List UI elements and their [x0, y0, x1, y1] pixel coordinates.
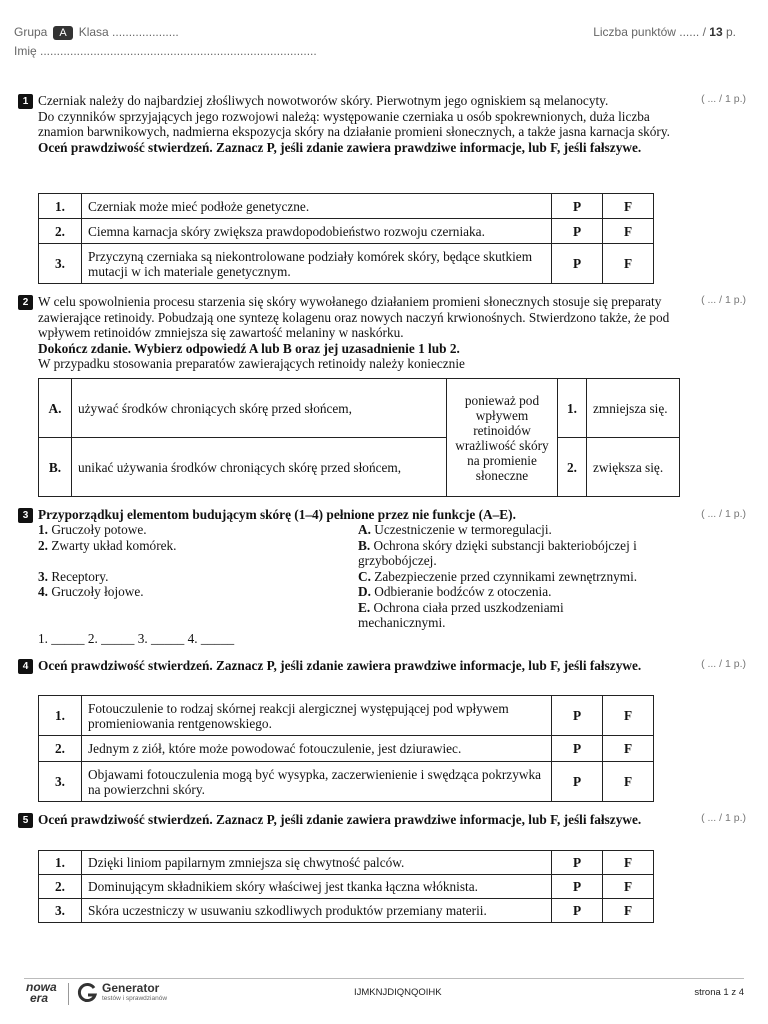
- reason-1-label[interactable]: 1.: [558, 379, 587, 438]
- question-instruction: Dokończ zdanie. Wybierz odpowiedź A lub B oraz jej uzasadnienie 1 lub 2.: [38, 340, 460, 356]
- true-option[interactable]: P: [552, 219, 603, 244]
- name-label: Imię ...................................................................................: [14, 44, 317, 58]
- logo-divider: [68, 983, 69, 1005]
- option-a-label[interactable]: A.: [39, 379, 72, 438]
- false-option[interactable]: F: [603, 762, 654, 802]
- points-summary: [593, 25, 736, 39]
- question-number: 5: [18, 813, 33, 828]
- false-option[interactable]: F: [603, 851, 654, 875]
- question-number: 2: [18, 295, 33, 310]
- list-item: A. Uczestniczenie w termoregulacji.: [358, 522, 552, 537]
- question-number: 4: [18, 659, 33, 674]
- reason-2-label[interactable]: 2.: [558, 438, 587, 497]
- statement-text: Jednym z ziół, które może powodować fotouczulenie, jest dziurawiec.: [82, 736, 552, 762]
- group-badge: A: [53, 26, 72, 40]
- question-instruction: Oceń prawdziwość stwierdzeń. Zaznacz P, jeśli zdanie zawiera prawdziwe informacje, lub F, jeśli fałszywe.: [38, 139, 642, 155]
- question-points: ( ... / 1 p.): [701, 93, 746, 105]
- footer-divider: [24, 978, 744, 979]
- table-row: [39, 438, 680, 497]
- tf-table-q4: [38, 695, 654, 802]
- question-instruction: Oceń prawdziwość stwierdzeń. Zaznacz P, jeśli zdanie zawiera prawdziwe informacje, lub F, jeśli fałszywe.: [38, 812, 642, 827]
- table-row: [39, 219, 654, 244]
- table-row: [39, 875, 654, 899]
- question-points: ( ... / 1 p.): [701, 812, 746, 824]
- list-item: 2. Zwarty układ komórek.: [38, 537, 177, 553]
- generator-title: Generator: [102, 981, 160, 995]
- question-text: W celu spowolnienia procesu starzenia się skóry wywołanego działaniem promieni słonecznych stosuje się preparaty zawierające retinoidy. Pobudzają one syntezę kolagenu oraz nowych naczyń krwionośnych. Stwierdzono także, że pod wpływem retinoidów zmniejsza się zawartość melaniny w naskórku.: [38, 294, 670, 340]
- option-b-label[interactable]: B.: [39, 438, 72, 497]
- false-option[interactable]: F: [603, 736, 654, 762]
- tf-table-q5: [38, 850, 654, 923]
- question-3-instruction: [38, 507, 678, 523]
- true-option[interactable]: P: [552, 851, 603, 875]
- statement-text: Fotouczulenie to rodzaj skórnej reakcji alergicznej występującej pod wpływem promieniowania rentgenowskiego.: [82, 696, 552, 736]
- generator-subtitle: testów i sprawdzianów: [102, 995, 168, 1002]
- statement-text: Dzięki liniom papilarnym zmniejsza się chwytność palców.: [82, 851, 552, 875]
- question-instruction: Przyporządkuj elementom budującym skórę (1–4) pełnione przez nie funkcje (A–E).: [38, 507, 516, 522]
- true-option[interactable]: P: [552, 194, 603, 219]
- generator-icon: [76, 982, 98, 1004]
- page-number: strona 1 z 4: [694, 987, 744, 998]
- reason-1-text[interactable]: zmniejsza się.: [587, 379, 680, 438]
- points-prefix: Liczba punktów ...... /: [593, 25, 706, 39]
- row-number: 1.: [39, 696, 82, 736]
- question-number: 1: [18, 94, 33, 109]
- row-number: 1.: [39, 851, 82, 875]
- points-suffix: p.: [725, 25, 736, 39]
- table-row: [39, 379, 680, 438]
- row-number: 1.: [39, 194, 82, 219]
- question-points: ( ... / 1 p.): [701, 294, 746, 306]
- true-option[interactable]: P: [552, 875, 603, 899]
- group-label: Grupa: [14, 25, 48, 39]
- header-group-class: [14, 25, 179, 40]
- true-option[interactable]: P: [552, 696, 603, 736]
- false-option[interactable]: F: [603, 696, 654, 736]
- table-row: [39, 194, 654, 219]
- false-option[interactable]: F: [603, 244, 654, 284]
- question-points: ( ... / 1 p.): [701, 508, 746, 520]
- row-number: 3.: [39, 762, 82, 802]
- table-row: [39, 736, 654, 762]
- question-points: ( ... / 1 p.): [701, 658, 746, 670]
- choice-table-q2: [38, 378, 680, 497]
- row-number: 2.: [39, 875, 82, 899]
- list-item: 4. Gruczoły łojowe.: [38, 584, 144, 599]
- statement-text: Przyczyną czerniaka są niekontrolowane podziały komórek skóry, będące skutkiem mutacji w ich materiale genetycznym.: [82, 244, 552, 284]
- question-text: Do czynników sprzyjających jego rozwojowi należą: występowanie czerniaka u osób spokrewnionych, duża liczba znamion barwnikowych, nadmierna ekspozycja skóry na działanie promieni słonecznych, a także jasna karnacja skóry.: [38, 108, 670, 139]
- points-total: 13: [709, 25, 723, 39]
- true-option[interactable]: P: [552, 244, 603, 284]
- functions-list: [358, 522, 678, 631]
- list-item: 1. Gruczoły potowe.: [38, 522, 147, 537]
- false-option[interactable]: F: [603, 219, 654, 244]
- document-code: IJMKNJDIQNQOIHK: [354, 987, 442, 998]
- statement-text: Skóra uczestniczy w usuwaniu szkodliwych produktów przemiany materii.: [82, 899, 552, 923]
- row-number: 2.: [39, 736, 82, 762]
- table-row: [39, 851, 654, 875]
- false-option[interactable]: F: [603, 194, 654, 219]
- false-option[interactable]: F: [603, 899, 654, 923]
- statement-text: Dominującym składnikiem skóry właściwej jest tkanka łączna włóknista.: [82, 875, 552, 899]
- option-b-text[interactable]: unikać używania środków chroniących skórę przed słońcem,: [72, 438, 447, 497]
- true-option[interactable]: P: [552, 899, 603, 923]
- table-row: [39, 244, 654, 284]
- nowa-era-logo: [26, 982, 60, 1004]
- logo-nowa: nowa: [26, 980, 57, 994]
- list-item: C. Zabezpieczenie przed czynnikami zewnętrznymi.: [358, 568, 638, 584]
- question-stem: W przypadku stosowania preparatów zawierających retinoidy należy koniecznie: [38, 356, 465, 371]
- question-number: 3: [18, 508, 33, 523]
- logo-era: era: [30, 991, 49, 1005]
- table-row: [39, 696, 654, 736]
- list-item: B. Ochrona skóry dzięki substancji bakteriobójczej i grzybobójczej.: [358, 537, 637, 568]
- because-text: ponieważ pod wpływem retinoidów wrażliwość skóry na promienie słoneczne: [447, 379, 558, 497]
- row-number: 3.: [39, 244, 82, 284]
- question-text: Czerniak należy do najbardziej złośliwych nowotworów skóry. Pierwotnym jego ogniskiem są melanocyty.: [38, 93, 609, 108]
- option-a-text[interactable]: używać środków chroniących skórę przed słońcem,: [72, 379, 447, 438]
- answer-line[interactable]: 1. _____ 2. _____ 3. _____ 4. _____: [38, 631, 235, 646]
- true-option[interactable]: P: [552, 762, 603, 802]
- name-field: [14, 44, 317, 58]
- table-row: [39, 762, 654, 802]
- reason-2-text[interactable]: zwiększa się.: [587, 438, 680, 497]
- list-item: D. Odbieranie bodźców z otoczenia.: [358, 584, 552, 599]
- row-number: 3.: [39, 899, 82, 923]
- statement-text: Objawami fotouczulenia mogą być wysypka, zaczerwienienie i swędząca pokrzywka na powierzchni skóry.: [82, 762, 552, 802]
- table-row: [39, 899, 654, 923]
- row-number: 2.: [39, 219, 82, 244]
- statement-text: Czerniak może mieć podłoże genetyczne.: [82, 194, 552, 219]
- question-instruction: Oceń prawdziwość stwierdzeń. Zaznacz P, jeśli zdanie zawiera prawdziwe informacje, lub F, jeśli fałszywe.: [38, 658, 642, 673]
- question-1-text: [38, 93, 678, 155]
- list-item: E. Ochrona ciała przed uszkodzeniami mechanicznymi.: [358, 599, 564, 630]
- true-option[interactable]: P: [552, 736, 603, 762]
- elements-list: [38, 522, 338, 600]
- list-item: 3. Receptory.: [38, 568, 109, 584]
- question-2-text: [38, 294, 678, 372]
- tf-table-q1: [38, 193, 654, 284]
- question-5-instruction: [38, 812, 678, 828]
- false-option[interactable]: F: [603, 875, 654, 899]
- statement-text: Ciemna karnacja skóry zwiększa prawdopodobieństwo rozwoju czerniaka.: [82, 219, 552, 244]
- question-4-instruction: [38, 658, 678, 674]
- class-field: Klasa ....................: [78, 25, 179, 39]
